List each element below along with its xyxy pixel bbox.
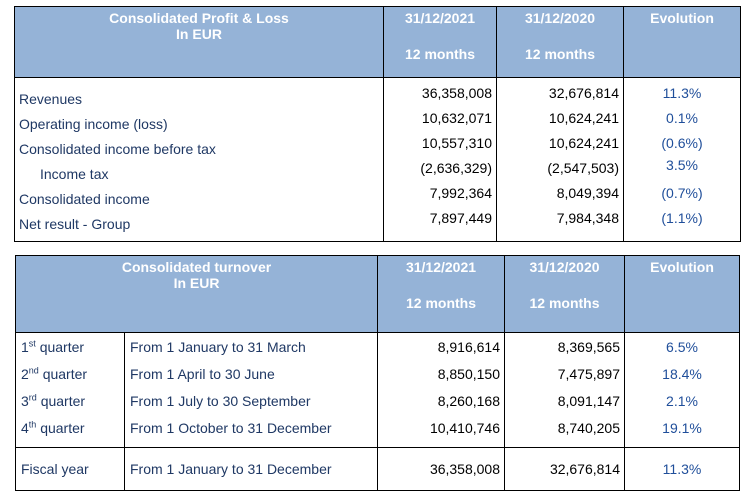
value-2020: 7,475,897 bbox=[557, 366, 621, 382]
profit-loss-table bbox=[14, 6, 741, 242]
value-2020: 8,091,147 bbox=[557, 393, 621, 409]
evolution-value: 0.1% bbox=[666, 110, 698, 126]
row-label-consolidated-income: Consolidated income bbox=[19, 191, 150, 207]
header-period-2020: 12 months bbox=[529, 295, 600, 311]
fiscal-evolution: 11.3% bbox=[625, 448, 740, 491]
evolution-value: 19.1% bbox=[662, 420, 702, 436]
header-evolution-cell bbox=[624, 7, 741, 78]
header-date-2020: 31/12/2020 bbox=[524, 10, 596, 26]
value-2020: 10,624,241 bbox=[548, 110, 619, 126]
evolution-cell bbox=[624, 78, 741, 242]
row-label-operating-income: Operating income (loss) bbox=[19, 116, 168, 132]
value-2021: 7,897,449 bbox=[429, 210, 492, 226]
value-2021: 10,557,310 bbox=[421, 135, 492, 151]
header-title: Consolidated turnover bbox=[121, 259, 272, 275]
quarter-label: 4th quarter bbox=[21, 419, 85, 436]
values-2021-cell bbox=[384, 78, 497, 242]
header-period-2021: 12 months bbox=[406, 295, 477, 311]
header-unit: In EUR bbox=[173, 275, 220, 291]
evolution-value: 6.5% bbox=[666, 339, 698, 355]
value-2020: 8,369,565 bbox=[557, 339, 621, 355]
header-title-cell bbox=[15, 7, 384, 78]
header-2020-cell bbox=[505, 256, 625, 333]
header-date-2021: 31/12/2021 bbox=[404, 10, 476, 26]
evolution-value: (0.6%) bbox=[661, 135, 703, 151]
quarter-periods-cell bbox=[125, 333, 378, 448]
row-label-net-result: Net result - Group bbox=[19, 216, 131, 232]
row-label-income-tax: Income tax bbox=[40, 166, 109, 182]
values-2020-cell bbox=[497, 78, 624, 242]
fiscal-year-row bbox=[16, 448, 740, 491]
value-2021: 10,632,071 bbox=[421, 110, 492, 126]
header-evolution-cell bbox=[625, 256, 740, 333]
header-2020-cell bbox=[497, 7, 624, 78]
header-title: Consolidated Profit & Loss bbox=[109, 10, 289, 26]
quarter-evolution-cell bbox=[625, 333, 740, 448]
evolution-value: (1.1%) bbox=[661, 210, 703, 226]
row-label-income-before-tax: Consolidated income before tax bbox=[19, 141, 216, 157]
value-2020: 32,676,814 bbox=[548, 85, 619, 101]
period-label: From 1 January to 31 March bbox=[130, 339, 306, 355]
evolution-value: 11.3% bbox=[662, 85, 702, 101]
fiscal-year-period: From 1 January to 31 December bbox=[125, 448, 378, 491]
header-period-2020: 12 months bbox=[524, 46, 595, 62]
row-label-revenues: Revenues bbox=[19, 91, 83, 107]
value-2021: 8,916,614 bbox=[437, 339, 501, 355]
quarter-label: 1st quarter bbox=[21, 338, 85, 355]
table-body-row bbox=[15, 78, 741, 242]
value-2020: 8,049,394 bbox=[556, 185, 619, 201]
evolution-value: 2.1% bbox=[666, 393, 698, 409]
value-2021: 10,410,746 bbox=[429, 420, 501, 436]
quarters-row bbox=[16, 333, 740, 448]
value-2021: (2,636,329) bbox=[420, 160, 492, 176]
quarter-values-2020-cell bbox=[505, 333, 625, 448]
period-label: From 1 July to 30 September bbox=[130, 393, 311, 409]
quarter-label: 2nd quarter bbox=[21, 365, 88, 382]
header-evolution: Evolution bbox=[650, 259, 714, 275]
value-2021: 7,992,364 bbox=[429, 185, 492, 201]
header-date-2020: 31/12/2020 bbox=[529, 259, 600, 275]
quarter-labels-cell bbox=[16, 333, 125, 448]
quarter-label: 3rd quarter bbox=[21, 392, 86, 409]
value-2020: 8,740,205 bbox=[557, 420, 621, 436]
header-title-cell bbox=[16, 256, 378, 333]
header-period-2021: 12 months bbox=[404, 46, 475, 62]
header-unit: In EUR bbox=[176, 26, 222, 42]
value-2021: 36,358,008 bbox=[421, 85, 492, 101]
header-date-2021: 31/12/2021 bbox=[405, 259, 477, 275]
fiscal-value-2021: 36,358,008 bbox=[378, 448, 505, 491]
quarter-values-2021-cell bbox=[378, 333, 505, 448]
period-label: From 1 October to 31 December bbox=[130, 420, 332, 436]
header-2021-cell bbox=[384, 7, 497, 78]
table-header-row bbox=[15, 7, 741, 78]
table-header-row bbox=[16, 256, 740, 333]
header-evolution: Evolution bbox=[650, 10, 714, 26]
value-2020: (2,547,503) bbox=[547, 160, 619, 176]
evolution-value: 3.5% bbox=[666, 157, 698, 173]
value-2020: 10,624,241 bbox=[548, 135, 619, 151]
header-2021-cell bbox=[378, 256, 505, 333]
labels-cell bbox=[15, 78, 384, 242]
evolution-value: 18.4% bbox=[662, 366, 702, 382]
turnover-table bbox=[15, 255, 740, 491]
value-2021: 8,850,150 bbox=[437, 366, 501, 382]
period-label: From 1 April to 30 June bbox=[130, 366, 275, 382]
value-2021: 8,260,168 bbox=[437, 393, 501, 409]
value-2020: 7,984,348 bbox=[556, 210, 619, 226]
fiscal-year-label: Fiscal year bbox=[16, 448, 125, 491]
fiscal-value-2020: 32,676,814 bbox=[505, 448, 625, 491]
evolution-value: (0.7%) bbox=[661, 185, 703, 201]
